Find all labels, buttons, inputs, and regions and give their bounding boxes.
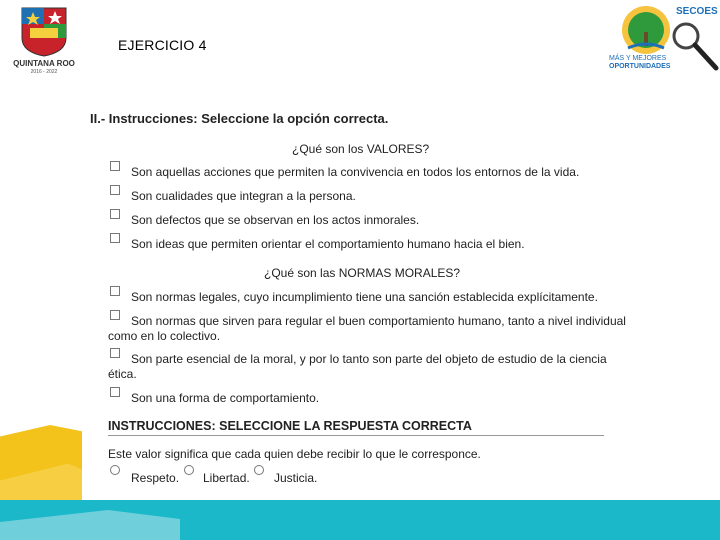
checkbox-valores-2[interactable]	[110, 185, 120, 195]
radio-justicia[interactable]	[254, 465, 264, 475]
section-divider	[108, 435, 604, 436]
svg-text:OPORTUNIDADES: OPORTUNIDADES	[609, 63, 671, 70]
document-panel	[82, 102, 626, 500]
checkbox-normas-1[interactable]	[110, 286, 120, 296]
option-justicia: Justicia.	[274, 471, 318, 485]
section2-instructions: INSTRUCCIONES: SELECCIONE LA RESPUESTA CORRECTA	[108, 419, 472, 433]
question-statement: Este valor significa que cada quien debe recibir lo que le corresponce.	[108, 447, 481, 461]
question-normas-morales: ¿Qué son las NORMAS MORALES?	[264, 266, 461, 280]
option-normas-3-line1: Son parte esencial de la moral, y por lo tanto son parte del objeto de estudio de la ciencia	[131, 352, 607, 366]
quintana-roo-seal-logo	[8, 4, 80, 74]
checkbox-valores-3[interactable]	[110, 209, 120, 219]
option-normas-4: Son una forma de comportamiento.	[131, 391, 320, 405]
question-valores: ¿Qué son los VALORES?	[292, 142, 430, 156]
radio-respeto[interactable]	[110, 465, 120, 475]
checkbox-normas-4[interactable]	[110, 387, 120, 397]
svg-text:MÁS Y MEJORES: MÁS Y MEJORES	[609, 55, 667, 62]
option-valores-4: Son ideas que permiten orientar el comportamiento humano hacia el bien.	[131, 237, 525, 251]
checkbox-valores-4[interactable]	[110, 233, 120, 243]
option-normas-2-line2: como en lo colectivo.	[108, 329, 221, 343]
option-valores-2: Son cualidades que integran a la persona.	[131, 189, 356, 203]
secoes-logo	[606, 0, 720, 74]
checkbox-normas-3[interactable]	[110, 348, 120, 358]
option-valores-1: Son aquellas acciones que permiten la convivencia en todos los entornos de la vida.	[131, 165, 580, 179]
option-respeto: Respeto.	[131, 471, 180, 485]
option-valores-3: Son defectos que se observan en los actos inmorales.	[131, 213, 420, 227]
checkbox-valores-1[interactable]	[110, 161, 120, 171]
checkbox-normas-2[interactable]	[110, 310, 120, 320]
option-normas-3-line2: ética.	[108, 367, 137, 381]
svg-text:SECOES: SECOES	[676, 6, 718, 17]
option-normas-1: Son normas legales, cuyo incumplimiento tiene una sanción establecida explícitamente.	[131, 290, 598, 304]
option-libertad: Libertad.	[203, 471, 250, 485]
option-normas-2-line1: Son normas que sirven para regular el buen comportamiento humano, tanto a nivel individual	[131, 314, 626, 328]
section1-instructions: II.- Instrucciones: Seleccione la opción correcta.	[90, 111, 389, 126]
radio-libertad[interactable]	[184, 465, 194, 475]
svg-text:2016 - 2022: 2016 - 2022	[30, 69, 58, 74]
exercise-title: EJERCICIO 4	[118, 37, 207, 53]
svg-text:QUINTANA ROO: QUINTANA ROO	[13, 59, 75, 68]
